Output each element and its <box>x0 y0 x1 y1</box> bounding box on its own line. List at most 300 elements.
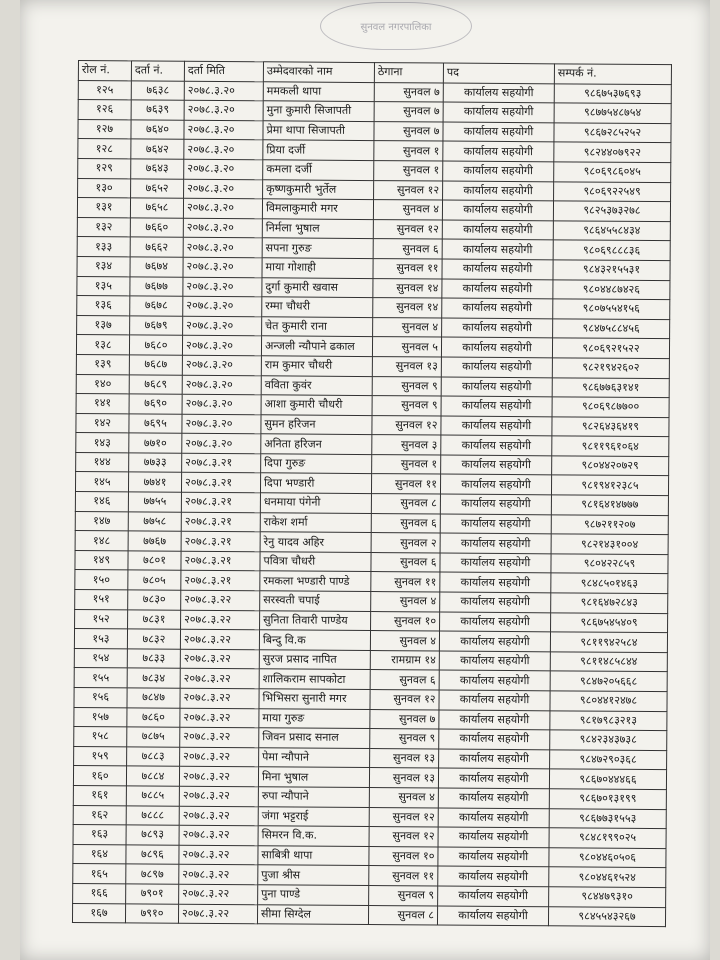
cell-position: कार्यालय सहयोगी <box>441 396 552 416</box>
cell-roll-no: १३० <box>78 178 131 198</box>
cell-position: कार्यालय सहयोगी <box>440 612 551 632</box>
cell-position: कार्यालय सहयोगी <box>441 416 552 436</box>
cell-registration-no: ७६५८ <box>130 198 183 218</box>
cell-contact-no: ९८१७९८३२१३ <box>550 710 667 730</box>
cell-address: सुनवल ९ <box>372 376 441 396</box>
cell-address: सुनवल १४ <box>373 298 442 318</box>
cell-roll-no: १३९ <box>76 354 129 374</box>
cell-contact-no: ९८१६४१४७७७ <box>551 495 668 515</box>
cell-registration-no: ७७३३ <box>129 453 182 473</box>
cell-registration-date: २०७८.३.२० <box>184 120 263 140</box>
col-roll-no: रोल नं. <box>78 61 131 81</box>
cell-roll-no: १६२ <box>73 805 126 825</box>
cell-position: कार्यालय सहयोगी <box>441 337 552 357</box>
cell-address: सुनवल ६ <box>373 239 442 259</box>
cell-registration-date: २०७८.३.२१ <box>181 473 260 493</box>
cell-position: कार्यालय सहयोगी <box>440 514 551 534</box>
cell-roll-no: १२९ <box>78 158 131 178</box>
cell-roll-no: १३४ <box>77 256 130 276</box>
cell-position: कार्यालय सहयोगी <box>438 847 549 867</box>
cell-contact-no: ९८११४८५८४४ <box>550 652 667 672</box>
cell-candidate-name: पेमा न्यौपाने <box>259 748 370 768</box>
col-candidate-name: उम्मेदवारको नाम <box>263 62 374 82</box>
cell-position: कार्यालय सहयोगी <box>442 239 553 259</box>
col-contact-no: सम्पर्क नं. <box>554 64 671 84</box>
cell-candidate-name: विमलाकुमारी मगर <box>262 199 373 219</box>
cell-address: सुनवल १२ <box>369 807 438 827</box>
cell-address: सुनवल ११ <box>371 474 440 494</box>
cell-registration-no: ७६८० <box>129 335 182 355</box>
cell-contact-no: ९८६७७३१५५३ <box>549 808 666 828</box>
cell-address: सुनवल ४ <box>373 317 442 337</box>
cell-registration-date: २०७८.३.२० <box>183 238 262 258</box>
cell-roll-no: १४२ <box>76 413 129 433</box>
cell-address: सुनवल ६ <box>371 552 440 572</box>
cell-registration-no: ७६४२ <box>131 139 184 159</box>
cell-contact-no: ९८६७५३७६९३ <box>554 83 671 103</box>
cell-address: सुनवल २ <box>371 533 440 553</box>
cell-registration-date: २०७८.३.२० <box>183 296 262 316</box>
cell-candidate-name: पवित्रा चौधरी <box>260 552 371 572</box>
candidate-table <box>72 60 672 927</box>
cell-roll-no: १३८ <box>76 335 129 355</box>
cell-roll-no: १५४ <box>74 648 127 668</box>
cell-registration-date: २०७८.३.२१ <box>181 571 260 591</box>
cell-registration-date: २०७८.३.२२ <box>179 806 258 826</box>
cell-roll-no: १३३ <box>77 237 130 257</box>
cell-registration-no: ७७४१ <box>128 472 181 492</box>
cell-contact-no: ९८४५५४३२६७ <box>548 906 665 926</box>
cell-address: सुनवल ४ <box>369 788 438 808</box>
cell-candidate-name: प्रेमा थापा सिजापती <box>263 121 374 141</box>
cell-address: सुनवल ११ <box>373 259 442 279</box>
cell-roll-no: १४७ <box>75 511 128 531</box>
cell-candidate-name: साबित्री थापा <box>258 846 369 866</box>
cell-registration-no: ७७६७ <box>128 531 181 551</box>
cell-roll-no: १५२ <box>75 609 128 629</box>
cell-registration-no: ७७५५ <box>128 492 181 512</box>
cell-roll-no: १५३ <box>74 629 127 649</box>
cell-position: कार्यालय सहयोगी <box>443 83 554 103</box>
cell-roll-no: १४४ <box>76 452 129 472</box>
cell-candidate-name: मिना भुषाल <box>258 767 369 787</box>
cell-registration-date: २०७८.३.२२ <box>179 845 258 865</box>
cell-roll-no: १४९ <box>75 550 128 570</box>
cell-roll-no: १३६ <box>77 296 130 316</box>
cell-contact-no: ९८०६९८८८३६ <box>553 240 670 260</box>
cell-address: सुनवल १४ <box>373 278 442 298</box>
cell-position: कार्यालय सहयोगी <box>438 768 549 788</box>
table-body <box>72 80 671 927</box>
cell-registration-no: ७८०५ <box>128 570 181 590</box>
cell-address: सुनवल १३ <box>369 768 438 788</box>
cell-registration-no: ७६८७ <box>129 355 182 375</box>
cell-address: सुनवल १२ <box>369 827 438 847</box>
cell-address: सुनवल ५ <box>372 337 441 357</box>
cell-position: कार्यालय सहयोगी <box>439 690 550 710</box>
cell-candidate-name: अनिता हरिजन <box>261 434 372 454</box>
cell-position: कार्यालय सहयोगी <box>441 377 552 397</box>
cell-address: सुनवल ६ <box>371 513 440 533</box>
cell-candidate-name: धनमाया पंगेनी <box>260 493 371 513</box>
cell-address: सुनवल ११ <box>369 866 438 886</box>
cell-candidate-name: रम्मा चौधरी <box>262 297 373 317</box>
cell-position: कार्यालय सहयोगी <box>441 435 552 455</box>
cell-registration-date: २०७८.३.२२ <box>180 747 259 767</box>
cell-candidate-name: वविता कुवंर <box>261 375 372 395</box>
cell-candidate-name: रेनु यादव अहिर <box>260 532 371 552</box>
cell-registration-date: २०७८.३.२० <box>182 355 261 375</box>
cell-registration-date: २०७८.३.२२ <box>180 727 259 747</box>
cell-address: रामग्राम १४ <box>370 650 439 670</box>
cell-candidate-name: ममकली थापा <box>263 81 374 101</box>
cell-registration-no: ७८८८ <box>126 805 179 825</box>
cell-position: कार्यालय सहयोगी <box>437 906 548 926</box>
cell-registration-date: २०७८.३.२२ <box>179 767 258 787</box>
cell-registration-no: ७९०१ <box>126 884 179 904</box>
cell-position: कार्यालय सहयोगी <box>438 866 549 886</box>
cell-contact-no: ९८०६९८७७०० <box>552 397 669 417</box>
cell-position: कार्यालय सहयोगी <box>440 592 551 612</box>
cell-contact-no: ९८७७५४८७५४ <box>554 103 671 123</box>
cell-position: कार्यालय सहयोगी <box>443 181 554 201</box>
cell-address: सुनवल ९ <box>372 396 441 416</box>
cell-registration-no: ७६३९ <box>131 100 184 120</box>
cell-position: कार्यालय सहयोगी <box>440 494 551 514</box>
cell-address: सुनवल ७ <box>374 102 443 122</box>
cell-registration-date: २०७८.३.२१ <box>181 531 260 551</box>
cell-registration-date: २०७८.३.२१ <box>182 453 261 473</box>
cell-address: सुनवल १० <box>369 846 438 866</box>
cell-contact-no: ९८२४४०७९२२ <box>554 142 671 162</box>
cell-contact-no: ९८०४४८७४२६ <box>553 279 670 299</box>
cell-contact-no: ९८०६९२१५२२ <box>552 338 669 358</box>
cell-contact-no: ९८६७७६३१४१ <box>552 377 669 397</box>
cell-address: सुनवल ४ <box>373 200 442 220</box>
col-registration-date: दर्ता मिति <box>184 61 263 81</box>
cell-registration-no: ७८०१ <box>128 551 181 571</box>
cell-registration-no: ७६६० <box>130 218 183 238</box>
cell-contact-no: ९८२५३७३२७८ <box>553 201 670 221</box>
cell-candidate-name: जिवन प्रसाद सनाल <box>259 728 370 748</box>
cell-position: कार्यालय सहयोगी <box>442 200 553 220</box>
cell-roll-no: १५८ <box>74 727 127 747</box>
office-stamp <box>320 2 472 50</box>
cell-contact-no: ९८०७५५४१५६ <box>553 299 670 319</box>
cell-roll-no: १२५ <box>78 80 131 100</box>
cell-roll-no: १३७ <box>77 315 130 335</box>
cell-registration-no: ७६३८ <box>131 80 184 100</box>
cell-position: कार्यालय सहयोगी <box>439 670 550 690</box>
cell-registration-date: २०७८.३.२० <box>182 336 261 356</box>
cell-registration-no: ७६७४ <box>130 257 183 277</box>
cell-candidate-name: अन्जली न्यौपाने ढकाल <box>261 336 372 356</box>
cell-registration-no: ७८३३ <box>127 649 180 669</box>
cell-registration-no: ७८९६ <box>126 845 179 865</box>
cell-registration-no: ७८३२ <box>127 629 180 649</box>
cell-registration-date: २०७८.३.२० <box>182 375 261 395</box>
cell-address: सुनवल १२ <box>373 219 442 239</box>
cell-position: कार्यालय सहयोगी <box>442 318 553 338</box>
cell-candidate-name: कृष्णकुमारी भुर्तेल <box>263 179 374 199</box>
cell-registration-no: ७६९५ <box>129 414 182 434</box>
cell-roll-no: १३१ <box>77 198 130 218</box>
cell-address: सुनवल ७ <box>370 709 439 729</box>
cell-position: कार्यालय सहयोगी <box>442 259 553 279</box>
cell-contact-no: ९८६७५४५४०९ <box>551 612 668 632</box>
cell-roll-no: १४६ <box>75 492 128 512</box>
col-position: पद <box>443 63 554 83</box>
cell-registration-no: ७६७९ <box>130 316 183 336</box>
cell-contact-no: ९८११९४२५८४ <box>550 632 667 652</box>
cell-contact-no: ९८४७२०५६६८ <box>550 671 667 691</box>
cell-position: कार्यालय सहयोगी <box>439 631 550 651</box>
cell-position: कार्यालय सहयोगी <box>438 827 549 847</box>
cell-address: सुनवल ४ <box>370 631 439 651</box>
cell-address: सुनवल ७ <box>374 82 443 102</box>
cell-contact-no: ९८४३२१५५३१ <box>553 260 670 280</box>
cell-candidate-name: दुर्गा कुमारी खवास <box>262 277 373 297</box>
cell-address: सुनवल ८ <box>371 494 440 514</box>
cell-candidate-name: पुजा श्रीस <box>258 865 369 885</box>
cell-candidate-name: रमकला भण्डारी पाण्डे <box>260 571 371 591</box>
cell-candidate-name: सपना गुरुङ <box>262 238 373 258</box>
cell-registration-date: २०७८.३.२० <box>184 140 263 160</box>
cell-candidate-name: चेत कुमारी राना <box>262 317 373 337</box>
cell-contact-no: ९८४७२९०३६८ <box>550 750 667 770</box>
cell-registration-no: ७८४७ <box>127 688 180 708</box>
cell-registration-date: २०७८.३.२२ <box>181 610 260 630</box>
cell-candidate-name: प्रिया दर्जी <box>263 140 374 160</box>
cell-position: कार्यालय सहयोगी <box>438 788 549 808</box>
cell-candidate-name: दिपा गुरुङ <box>261 454 372 474</box>
cell-registration-no: ७८७५ <box>127 727 180 747</box>
cell-registration-no: ७६९० <box>129 394 182 414</box>
cell-candidate-name: राकेश शर्मा <box>260 512 371 532</box>
cell-candidate-name: शालिकराम सापकोटा <box>259 669 370 689</box>
cell-address: सुनवल ३ <box>372 435 441 455</box>
cell-address: सुनवल १३ <box>370 748 439 768</box>
cell-candidate-name: सुनिता तिवारी पाण्डेय <box>260 610 371 630</box>
cell-position: कार्यालय सहयोगी <box>442 279 553 299</box>
cell-registration-no: ७७५८ <box>128 512 181 532</box>
cell-candidate-name: आशा कुमारी चौधरी <box>261 395 372 415</box>
cell-candidate-name: निर्मला भुषाल <box>262 219 373 239</box>
cell-candidate-name: सीमा सिग्देल <box>257 904 368 924</box>
cell-roll-no: १३५ <box>77 276 130 296</box>
cell-roll-no: १२६ <box>78 100 131 120</box>
cell-roll-no: १५० <box>75 570 128 590</box>
cell-registration-no: ७७१० <box>129 433 182 453</box>
cell-registration-no: ७८८५ <box>126 786 179 806</box>
cell-registration-no: ७६७७ <box>130 276 183 296</box>
cell-roll-no: १४३ <box>76 433 129 453</box>
cell-position: कार्यालय सहयोगी <box>440 533 551 553</box>
cell-contact-no: ९८०६९२२५४९ <box>554 181 671 201</box>
cell-contact-no: ९८२६४३६४१९ <box>552 417 669 437</box>
cell-position: कार्यालय सहयोगी <box>440 475 551 495</box>
col-address: ठेगाना <box>374 63 443 83</box>
cell-roll-no: १६६ <box>73 883 126 903</box>
cell-registration-no: ७६४० <box>131 120 184 140</box>
cell-registration-date: २०७८.३.२२ <box>179 786 258 806</box>
cell-candidate-name: कमला दर्जी <box>263 160 374 180</box>
cell-roll-no: १२७ <box>78 119 131 139</box>
cell-roll-no: १६० <box>73 766 126 786</box>
cell-candidate-name: राम कुमार चौधरी <box>261 356 372 376</box>
cell-contact-no: ९८२१४३१००४ <box>551 534 668 554</box>
cell-position: कार्यालय सहयोगी <box>443 102 554 122</box>
cell-registration-date: २०७८.३.२० <box>183 277 262 297</box>
cell-contact-no: ९८०६९८६०४५ <box>554 162 671 182</box>
cell-contact-no: ९८१९४१२३८५ <box>551 475 668 495</box>
cell-position: कार्यालय सहयोगी <box>440 572 551 592</box>
cell-position: कार्यालय सहयोगी <box>439 710 550 730</box>
cell-position: कार्यालय सहयोगी <box>441 357 552 377</box>
cell-registration-no: ७८८४ <box>126 766 179 786</box>
cell-address: सुनवल ७ <box>374 121 443 141</box>
cell-registration-no: ७६६२ <box>130 237 183 257</box>
cell-candidate-name: दिपा भण्डारी <box>260 473 371 493</box>
cell-contact-no: ९८४२३४३७३८ <box>550 730 667 750</box>
cell-roll-no: १६५ <box>73 864 126 884</box>
cell-position: कार्यालय सहयोगी <box>439 651 550 671</box>
cell-contact-no: ९८६७०१३१९९ <box>549 789 666 809</box>
cell-address: सुनवल ९ <box>370 729 439 749</box>
cell-contact-no: ९८०४४६०५०६ <box>549 848 666 868</box>
stamp-text: सुनवल नगरपालिका <box>360 22 432 33</box>
cell-address: सुनवल १ <box>374 161 443 181</box>
cell-candidate-name: भिभिसरा सुनारी मगर <box>259 689 370 709</box>
cell-registration-date: २०७८.३.२२ <box>180 708 259 728</box>
cell-roll-no: १४० <box>76 374 129 394</box>
cell-roll-no: १५६ <box>74 687 127 707</box>
cell-registration-date: २०७८.३.२० <box>182 414 261 434</box>
cell-roll-no: १३२ <box>77 217 130 237</box>
cell-registration-no: ७८३० <box>128 590 181 610</box>
cell-registration-date: २०७८.३.२१ <box>181 551 260 571</box>
cell-contact-no: ९८४७५८८४५६ <box>553 319 670 339</box>
cell-registration-no: ७८३४ <box>127 668 180 688</box>
cell-registration-no: ७८३१ <box>128 609 181 629</box>
cell-roll-no: १६७ <box>72 903 125 923</box>
cell-registration-date: २०७८.३.२० <box>182 394 261 414</box>
cell-position: कार्यालय सहयोगी <box>442 298 553 318</box>
cell-address: सुनवल १२ <box>370 690 439 710</box>
cell-position: कार्यालय सहयोगी <box>438 886 549 906</box>
cell-contact-no: ९८४८१९९०२५ <box>549 828 666 848</box>
cell-registration-date: २०७८.३.२० <box>183 316 262 336</box>
cell-contact-no: ९८४८५०१४६३ <box>551 573 668 593</box>
cell-roll-no: १४५ <box>75 472 128 492</box>
cell-registration-no: ७८८३ <box>127 747 180 767</box>
cell-contact-no: ९८६४५५८४३४ <box>553 221 670 241</box>
cell-registration-date: २०७८.३.२० <box>184 81 263 101</box>
cell-position: कार्यालय सहयोगी <box>442 220 553 240</box>
cell-registration-date: २०७८.३.२२ <box>179 825 258 845</box>
cell-position: कार्यालय सहयोगी <box>438 808 549 828</box>
cell-candidate-name: सुरज प्रसाद नापित <box>259 650 370 670</box>
cell-candidate-name: रुपा न्यौपाने <box>258 787 369 807</box>
cell-address: सुनवल ८ <box>368 905 437 925</box>
cell-registration-date: २०७८.३.२२ <box>181 590 260 610</box>
cell-position: कार्यालय सहयोगी <box>440 553 551 573</box>
cell-roll-no: १६३ <box>73 825 126 845</box>
cell-registration-date: २०७८.३.२२ <box>178 904 257 924</box>
cell-registration-date: २०७८.३.२० <box>184 159 263 179</box>
cell-registration-date: २०७८.३.२० <box>184 100 263 120</box>
cell-contact-no: ९८०४४२०७२९ <box>552 456 669 476</box>
cell-contact-no: ९८४४७९३१० <box>549 887 666 907</box>
document-page <box>20 0 710 960</box>
cell-contact-no: ९८०४४१२४७८ <box>550 691 667 711</box>
cell-registration-date: २०७८.३.२२ <box>180 688 259 708</box>
cell-registration-date: २०७८.३.२१ <box>181 512 260 532</box>
cell-registration-no: ७६७८ <box>130 296 183 316</box>
cell-contact-no: ९८१६४७२८४३ <box>551 593 668 613</box>
cell-roll-no: १५५ <box>74 668 127 688</box>
cell-roll-no: १५७ <box>74 707 127 727</box>
cell-candidate-name: मुना कुमारी सिजापती <box>263 101 374 121</box>
cell-position: कार्यालय सहयोगी <box>443 141 554 161</box>
table-row <box>72 903 665 927</box>
cell-candidate-name: सरस्वती चपाई <box>260 591 371 611</box>
cell-contact-no: ९८६७२८५२५२ <box>554 123 671 143</box>
cell-contact-no: ९८०४४६१५२४ <box>549 867 666 887</box>
cell-registration-date: २०७८.३.२० <box>183 257 262 277</box>
cell-candidate-name: जंगा भट्टराई <box>258 806 369 826</box>
cell-address: सुनवल ११ <box>371 572 440 592</box>
cell-address: सुनवल १२ <box>374 180 443 200</box>
cell-registration-no: ७६८९ <box>129 374 182 394</box>
cell-registration-no: ७६४३ <box>131 159 184 179</box>
col-registration-no: दर्ता नं. <box>131 61 184 81</box>
cell-registration-date: २०७८.३.२२ <box>179 865 258 885</box>
cell-contact-no: ९८६७०४४४६६ <box>549 769 666 789</box>
cell-address: सुनवल १ <box>372 454 441 474</box>
cell-registration-date: २०७८.३.२२ <box>180 649 259 669</box>
cell-registration-date: २०७८.३.२१ <box>181 492 260 512</box>
cell-roll-no: १४८ <box>75 531 128 551</box>
cell-roll-no: १२८ <box>78 139 131 159</box>
cell-address: सुनवल १० <box>371 611 440 631</box>
cell-address: सुनवल ४ <box>371 592 440 612</box>
cell-contact-no: ९८११९६१०६४ <box>552 436 669 456</box>
cell-address: सुनवल ९ <box>369 885 438 905</box>
cell-candidate-name: माया गोशाही <box>262 258 373 278</box>
cell-roll-no: १६१ <box>73 785 126 805</box>
cell-registration-no: ७८९७ <box>126 864 179 884</box>
cell-roll-no: १५१ <box>75 590 128 610</box>
cell-registration-date: २०७८.३.२२ <box>179 884 258 904</box>
cell-roll-no: १४१ <box>76 394 129 414</box>
cell-candidate-name: माया गुरुङ <box>259 708 370 728</box>
cell-candidate-name: सिमरन वि.क. <box>258 826 369 846</box>
cell-candidate-name: सुमन हरिजन <box>261 414 372 434</box>
cell-position: कार्यालय सहयोगी <box>439 749 550 769</box>
cell-roll-no: १६४ <box>73 844 126 864</box>
cell-registration-date: २०७८.३.२० <box>183 218 262 238</box>
cell-address: सुनवल १ <box>374 141 443 161</box>
cell-registration-date: २०७८.३.२२ <box>180 629 259 649</box>
cell-candidate-name: बिन्दु वि.क <box>259 630 370 650</box>
cell-roll-no: १५९ <box>74 746 127 766</box>
cell-address: सुनवल १२ <box>372 415 441 435</box>
cell-registration-date: २०७८.३.२० <box>183 198 262 218</box>
cell-registration-no: ७६५२ <box>131 178 184 198</box>
cell-position: कार्यालय सहयोगी <box>443 122 554 142</box>
cell-registration-no: ७८९३ <box>126 825 179 845</box>
